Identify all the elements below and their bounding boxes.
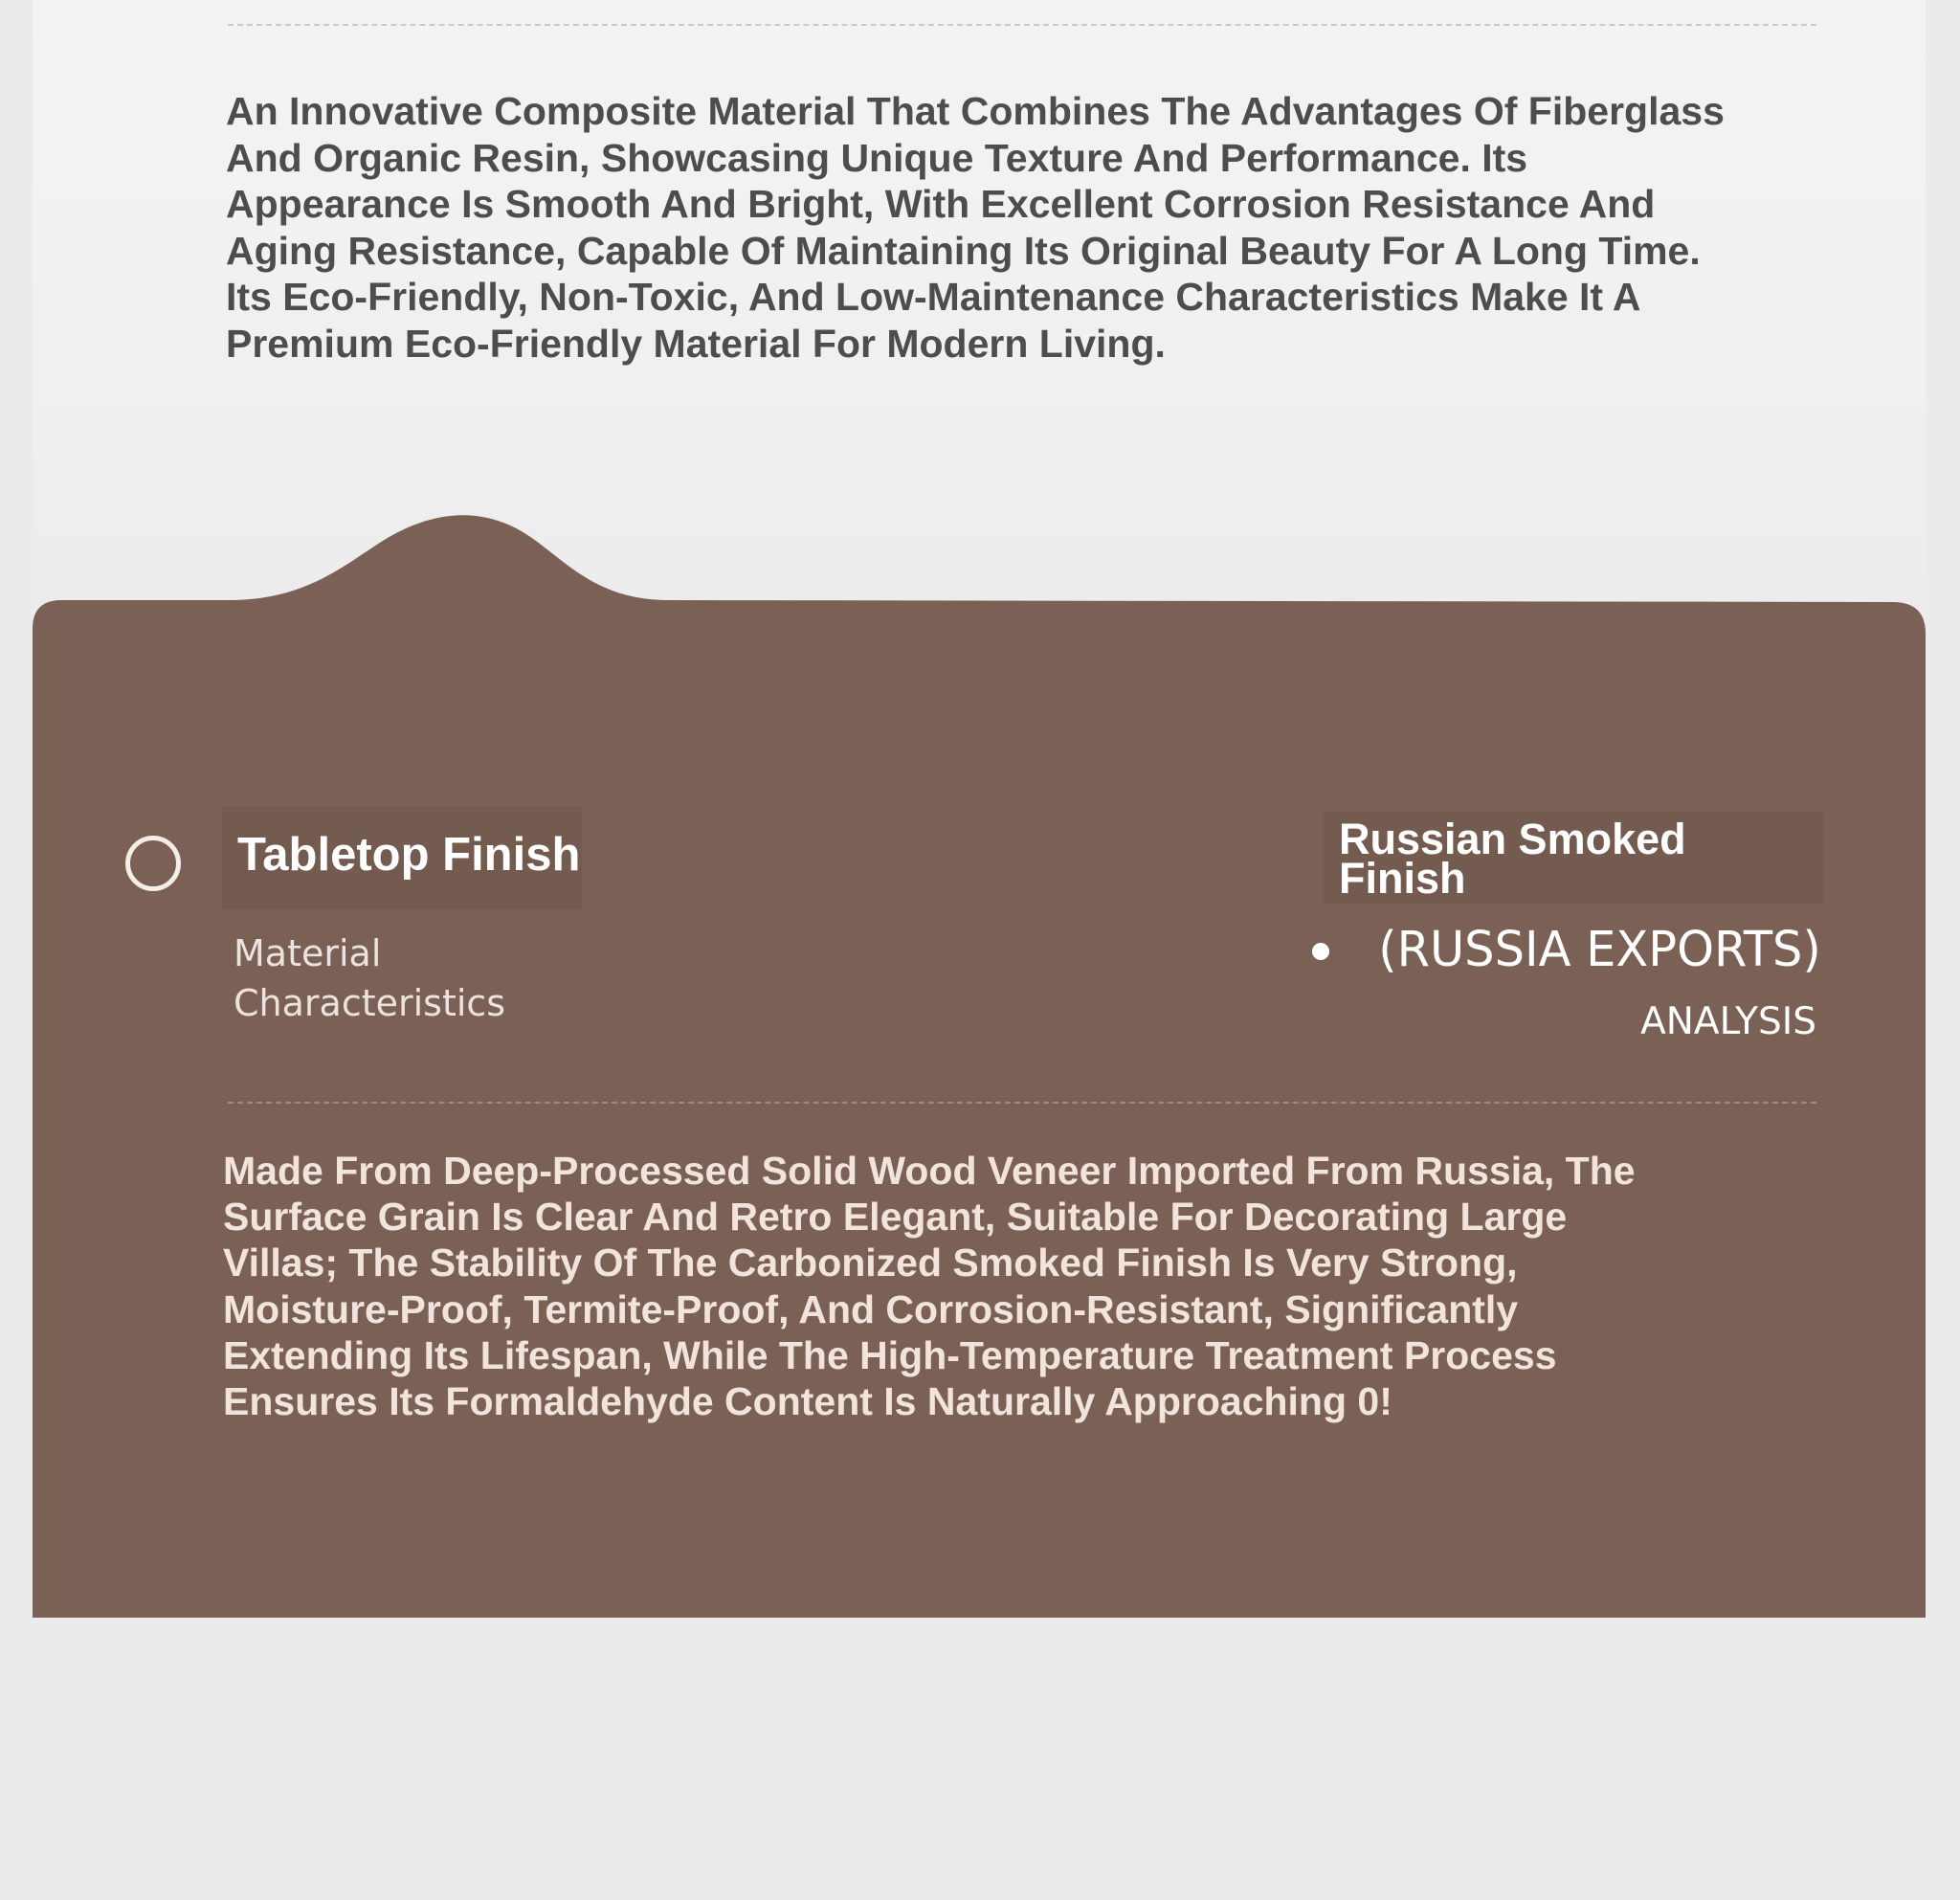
- analysis-label: ANALYSIS: [1640, 1000, 1816, 1043]
- feature-panel-shape: [33, 515, 1926, 1618]
- finish-description: Made From Deep-Processed Solid Wood Veneer Imported From Russia, The Surface Grain Is Clear And Retro Elegant, Suitable For Decorating Large Villas; The Stability Of The Carbonized Smoked Finish Is Very Strong, Moisture-Proof, Termite-Proof, And Corrosion-Resistant, Significantly Extending Its Lifespan, While The High-Temperature Treatment Process Ensures Its Formaldehyde Content Is Naturally Approaching 0!: [223, 1149, 1636, 1424]
- circle-icon: [125, 836, 181, 891]
- feature-divider: [228, 1102, 1816, 1104]
- finish-name-box: [1324, 812, 1823, 904]
- bullet-dot-icon: [1312, 943, 1329, 960]
- intro-description: An Innovative Composite Material That Combines The Advantages Of Fiberglass And Organic Resin, Showcasing Unique Texture And Performance. Its Appearance Is Smooth And Bright, With Excellent Corrosion Resistance And Aging Resistance, Capable Of Maintaining Its Original Beauty For A Long Time. Its Eco-Friendly, Non-Toxic, And Low-Maintenance Characteristics Make It A Premium Eco-Friendly Material For Modern Living.: [226, 89, 1725, 366]
- finish-name: Russian Smoked Finish: [1339, 815, 1686, 903]
- material-characteristics-label: Material Characteristics: [234, 932, 506, 1024]
- origin-label: (RUSSIA EXPORTS): [1378, 922, 1821, 978]
- tabletop-finish-title: Tabletop Finish: [237, 829, 581, 881]
- tabletop-finish-title-box: [222, 807, 582, 910]
